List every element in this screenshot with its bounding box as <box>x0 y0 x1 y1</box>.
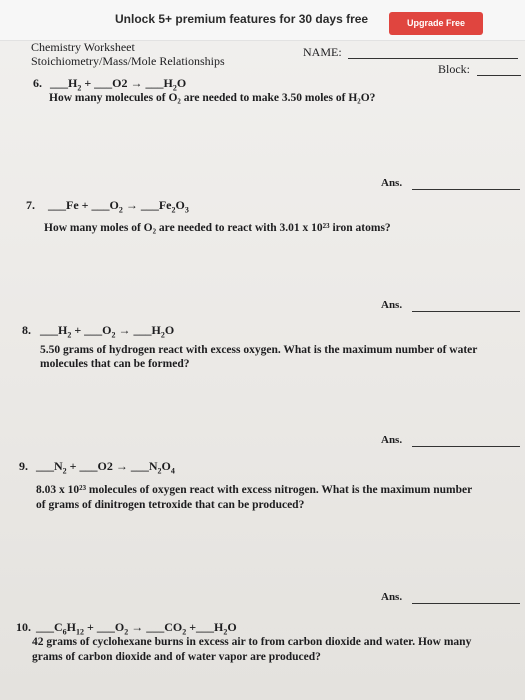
q7-equation: ___Fe + $\_\_\_O_2$ → $\_\_\_Fe_2O_3$ <box>48 198 189 215</box>
q7-ans-label: Ans. <box>381 299 403 311</box>
q7-ans-line <box>412 311 520 312</box>
block-line <box>477 75 521 76</box>
q10-text-line1: 42 grams of cyclohexane burns in excess air to from carbon dioxide and water. How many <box>32 636 472 648</box>
q8-number: 8. <box>22 323 31 337</box>
worksheet-title: Chemistry Worksheet <box>31 40 135 54</box>
block-label: Block: <box>438 62 470 76</box>
q8-equation: $\_\_\_H_2$ + $\_\_\_O_2$ → $\_\_\_H_2O$ <box>40 323 175 340</box>
promo-text: Unlock 5+ premium features for 30 days free <box>115 12 369 26</box>
q6-ans-line <box>412 189 520 190</box>
name-label: NAME: <box>303 45 342 59</box>
q10-equation: $\_\_\_C_6H_{12}$ + $\_\_\_O_2$ → $\_\_\_CO_2$ $+\_\_\_H_2O$ <box>36 620 237 637</box>
q9-ans-line <box>412 603 520 604</box>
q10-text-line2: grams of carbon dioxide and of water vapor are produced? <box>32 651 321 663</box>
q6-text: How many molecules of O₂ are needed to make 3.50 moles of H₂O? <box>49 92 376 104</box>
q9-number: 9. <box>19 459 28 473</box>
q8-ans-label: Ans. <box>381 434 403 446</box>
q10-number: 10. <box>16 620 31 634</box>
q9-equation: $\_\_\_N_2$ + ___O2 → $\_\_\_N_2O_4$ <box>36 459 175 476</box>
q9-text-line1: 8.03 x 10²³ molecules of oxygen react with excess nitrogen. What is the maximum number <box>36 484 473 496</box>
q6-number: 6. <box>33 76 42 90</box>
name-line <box>348 58 518 59</box>
q7-text: How many moles of O₂ are needed to react with 3.01 x 10²³ iron atoms? <box>44 222 391 234</box>
promo-banner <box>0 0 525 41</box>
worksheet-subtitle: Stoichiometry/Mass/Mole Relationships <box>31 54 225 68</box>
q6-equation: $\_\_\_H_2$ + ___O2 → $\_\_\_H_2O$ <box>50 76 187 93</box>
q9-text-line2: of grams of dinitrogen tetroxide that can be produced? <box>36 499 305 511</box>
upgrade-button[interactable]: Upgrade Free <box>389 12 483 35</box>
q7-number: 7. <box>26 198 35 212</box>
q6-ans-label: Ans. <box>381 177 403 189</box>
q8-text-line1: 5.50 grams of hydrogen react with excess oxygen. What is the maximum number of water <box>40 344 478 356</box>
q8-text-line2: molecules that can be formed? <box>40 358 190 370</box>
q9-ans-label: Ans. <box>381 591 403 603</box>
q8-ans-line <box>412 446 520 447</box>
